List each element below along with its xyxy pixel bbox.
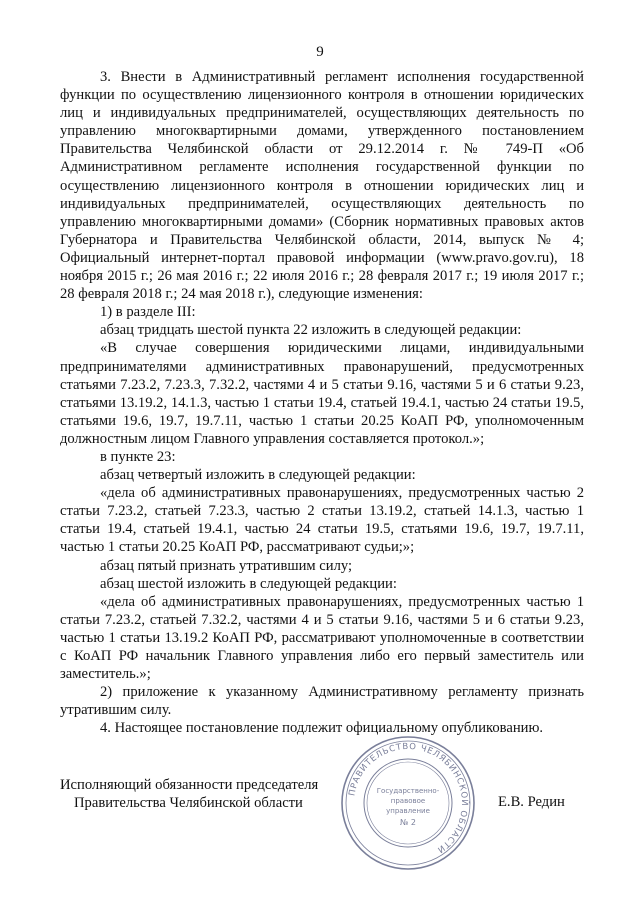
official-seal-icon <box>338 733 478 873</box>
point-23-heading: в пункте 23: <box>100 448 176 465</box>
subitem-section-3: 1) в разделе III: <box>100 304 196 321</box>
paragraph-4-text: «дела об административных правонарушениях, предусмотренных частью 2 статьи 7.23.2, статьей 7.23.3, частью 2 статьи 13.19.2, статьей 14.1.3, частью 1 статьи 19.4, статьей 19.4.1, частью 24 статьи 19.5, статьями 19.6, 19.7, 19.7.11, частью 1 статьи 20.25 КоАП РФ, рассматривают судьи;»; <box>60 485 584 556</box>
svg-text:правовое: правовое <box>390 797 426 805</box>
paragraph-item-4: 4. Настоящее постановление подлежит официальному опубликованию. <box>100 720 544 737</box>
document-body <box>60 68 584 737</box>
svg-text:Государственно-: Государственно- <box>376 787 440 795</box>
page-number: 9 <box>316 44 324 60</box>
svg-text:№ 2: № 2 <box>400 818 416 827</box>
paragraph-4-intro: абзац четвертый изложить в следующей редакции: <box>100 467 416 484</box>
paragraph-6-text: «дела об административных правонарушениях, предусмотренных частью 1 статьи 7.23.2, статьей 7.32.2, частями 4 и 5 статьи 9.16, частями 5 и 6 статьи 9.23, частью 1 статьи 13.19.2 КоАП РФ, рассматривают уполномоченные в соответствии с КоАП РФ начальник Главного управления либо его первый заместитель или заместитель.»; <box>60 593 584 683</box>
signer-position-line2: Правительства Челябинской области <box>74 795 303 811</box>
paragraph-36-text: «В случае совершения юридическими лицами, индивидуальными предпринимателями административных правонарушений, предусмотренных статьями 7.23.2, 7.23.3, 7.32.2, частями 4 и 5 статьи 9.16, частями 5 и 6 статьи 9.23, статьями 13.19.2, 14.1.3, частью 1 статьи 19.4, статьей 19.4.1, частью 24 статьи 19.5, статьями 19.6, 19.7, 19.7.11, частью 1 статьи 20.25 КоАП РФ, уполномоченным должностным лицом Главного управления составляется протокол.»; <box>60 340 584 447</box>
signer-name: Е.В. Редин <box>498 794 565 810</box>
paragraph-6-intro: абзац шестой изложить в следующей редакции: <box>100 575 397 592</box>
signer-position-line1: Исполняющий обязанности председателя <box>60 777 319 793</box>
subitem-appendix-repeal: 2) приложение к указанному Административному регламенту признать утратившим силу. <box>60 684 584 719</box>
paragraph-item-3: 3. Внести в Административный регламент исполнения государственной функции по осуществлению лицензионного контроля в отношении юридических лиц и индивидуальных предпринимателей, осуществляющих деятельность по управлению многоквартирными домами, утвержденного постановлением Правительства Челябинской области от 29.12.2014 г. № 749-П «Об Административном регламенте исполнения государственной функции по осуществлению лицензионного контроля в отношении юридических лиц и индивидуальных предпринимателей, осуществляющих деятельность по управлению многоквартирными домами» (Сборник нормативных правовых актов Губернатора и Правительства Челябинской области, 2014, выпуск № 4; Официальный интернет-портал правовой информации (www.pravo.gov.ru), 18 ноября 2015 г.; 26 мая 2016 г.; 22 июля 2016 г.; 28 февраля 2017 г.; 19 июля 2017 г.; 28 февраля 2018 г.; 24 мая 2018 г.), следующие изменения: <box>60 69 584 303</box>
paragraph-36-intro: абзац тридцать шестой пункта 22 изложить в следующей редакции: <box>100 322 522 339</box>
svg-text:ПРАВИТЕЛЬСТВО ЧЕЛЯБИНСКОЙ ОБЛА: ПРАВИТЕЛЬСТВО ЧЕЛЯБИНСКОЙ ОБЛАСТИ <box>347 741 470 855</box>
svg-text:управление: управление <box>386 807 430 815</box>
paragraph-5-repeal: абзац пятый признать утратившим силу; <box>100 557 353 574</box>
